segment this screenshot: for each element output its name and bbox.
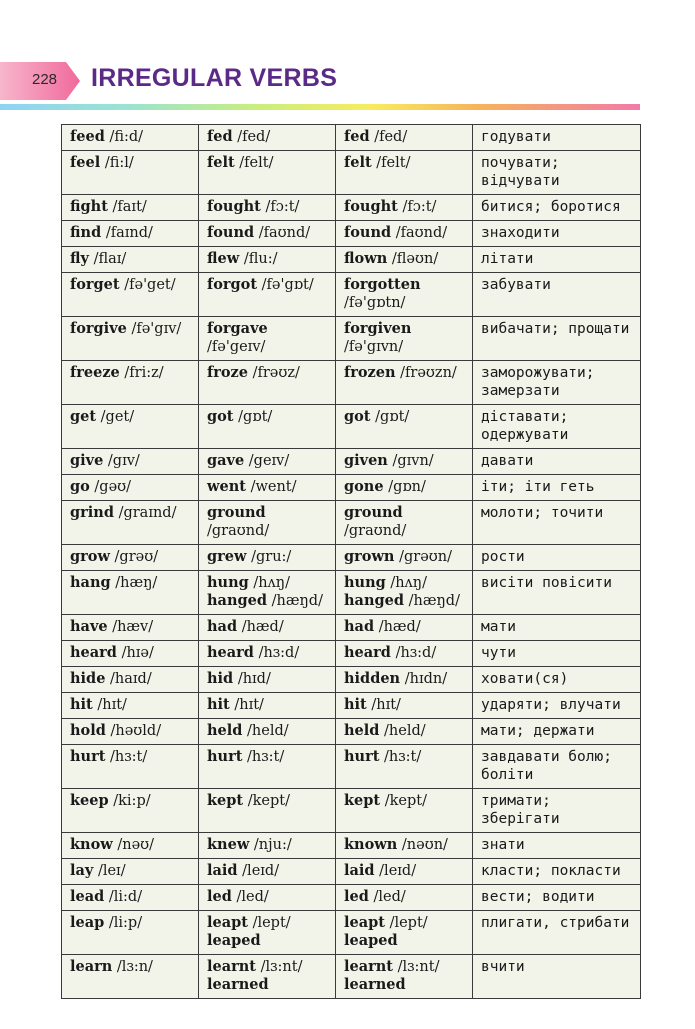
transcription: /gɒn/: [388, 479, 426, 495]
transcription: /fə'geɪv/: [207, 339, 266, 355]
table-row: [62, 615, 641, 641]
past-simple-cell: [199, 405, 336, 449]
verb-form: fly: [70, 250, 89, 267]
table-row: [62, 667, 641, 693]
transcription: /hæd/: [378, 619, 421, 635]
transcription: /fə'gɒtn/: [344, 295, 406, 311]
past-participle-cell: [336, 273, 473, 317]
verb-form: forgot: [207, 276, 258, 293]
infinitive-cell: [62, 955, 199, 999]
past-simple-cell: [199, 151, 336, 195]
verb-form: forgive: [70, 320, 127, 337]
transcription: /graʊnd/: [344, 523, 407, 539]
transcription: /gəʊ/: [94, 479, 132, 495]
table-row: [62, 501, 641, 545]
verb-form-alt: learned: [344, 976, 406, 993]
table-row: [62, 833, 641, 859]
past-participle-cell: [336, 641, 473, 667]
verb-form: forgiven: [344, 320, 412, 337]
transcription: /lept/: [389, 915, 428, 931]
infinitive-cell: [62, 221, 199, 247]
verb-form: grow: [70, 548, 110, 565]
past-participle-cell: [336, 221, 473, 247]
past-simple-cell: [199, 501, 336, 545]
transcription: /fə'get/: [124, 277, 176, 293]
infinitive-cell: [62, 273, 199, 317]
transcription: /gɒt/: [375, 409, 410, 425]
infinitive-cell: [62, 545, 199, 571]
past-simple-cell: [199, 911, 336, 955]
transcription: /hɪdn/: [404, 671, 448, 687]
verb-form: lead: [70, 888, 105, 905]
translation-cell: іти; іти геть: [473, 475, 641, 501]
translation-cell: почувати; відчувати: [473, 151, 641, 195]
transcription: /li:d/: [108, 889, 143, 905]
infinitive-cell: [62, 693, 199, 719]
translation-cell: давати: [473, 449, 641, 475]
verb-form: hid: [207, 670, 234, 687]
table-row: [62, 859, 641, 885]
transcription: /həʊld/: [110, 723, 162, 739]
verb-form: leap: [70, 914, 105, 931]
transcription: /haɪd/: [110, 671, 152, 687]
past-simple-cell: [199, 745, 336, 789]
transcription: /nəʊ/: [117, 837, 155, 853]
verb-form: given: [344, 452, 388, 469]
verb-form: ground: [344, 504, 403, 521]
verb-form: leapt: [207, 914, 248, 931]
translation-cell: тримати; зберігати: [473, 789, 641, 833]
infinitive-cell: [62, 911, 199, 955]
transcription: /hæd/: [241, 619, 284, 635]
translation-cell: вибачати; прощати: [473, 317, 641, 361]
infinitive-cell: [62, 615, 199, 641]
verb-form: feel: [70, 154, 101, 171]
verb-form: grew: [207, 548, 247, 565]
past-participle-cell: [336, 361, 473, 405]
verb-form: hurt: [344, 748, 380, 765]
past-participle-cell: [336, 247, 473, 273]
transcription: /felt/: [376, 155, 411, 171]
transcription: /felt/: [239, 155, 274, 171]
infinitive-cell: [62, 859, 199, 885]
verb-form: ground: [207, 504, 266, 521]
verb-form: lay: [70, 862, 94, 879]
verb-form: felt: [344, 154, 372, 171]
past-participle-cell: [336, 719, 473, 745]
verb-form: hurt: [70, 748, 106, 765]
infinitive-cell: [62, 501, 199, 545]
irregular-verbs-table: [61, 124, 641, 999]
past-simple-cell: [199, 317, 336, 361]
past-participle-cell: [336, 859, 473, 885]
transcription-alt: /hæŋd/: [408, 593, 460, 609]
verb-form: hide: [70, 670, 106, 687]
verb-form-alt: hanged: [207, 592, 267, 609]
translation-cell: знати: [473, 833, 641, 859]
verb-form-alt: learned: [207, 976, 269, 993]
past-participle-cell: [336, 545, 473, 571]
transcription: /hæv/: [112, 619, 154, 635]
verb-form: go: [70, 478, 90, 495]
table-row: [62, 641, 641, 667]
transcription: /flu:/: [243, 251, 278, 267]
verb-form: freeze: [70, 364, 120, 381]
verb-form: hung: [344, 574, 386, 591]
verb-form: learnt: [344, 958, 394, 975]
translation-cell: класти; покласти: [473, 859, 641, 885]
transcription: /frəʊzn/: [400, 365, 457, 381]
verb-form: gone: [344, 478, 384, 495]
past-participle-cell: [336, 501, 473, 545]
translation-cell: знаходити: [473, 221, 641, 247]
transcription: /hʌŋ/: [253, 575, 291, 591]
translation-cell: заморожувати; замерзати: [473, 361, 641, 405]
transcription: /faɪnd/: [105, 225, 153, 241]
transcription: /hɜ:t/: [384, 749, 422, 765]
verb-form: flew: [207, 250, 240, 267]
table-row: [62, 405, 641, 449]
transcription: /flaɪ/: [93, 251, 127, 267]
past-participle-cell: [336, 475, 473, 501]
infinitive-cell: [62, 833, 199, 859]
verb-form: hung: [207, 574, 249, 591]
verb-form: hidden: [344, 670, 401, 687]
translation-cell: ударяти; влучати: [473, 693, 641, 719]
verb-form: known: [344, 836, 398, 853]
translation-cell: забувати: [473, 273, 641, 317]
infinitive-cell: [62, 789, 199, 833]
verb-form: find: [70, 224, 102, 241]
transcription: /fi:l/: [104, 155, 134, 171]
transcription: /kept/: [247, 793, 290, 809]
transcription: /hæŋ/: [115, 575, 158, 591]
transcription: /geɪv/: [248, 453, 290, 469]
transcription: /nju:/: [253, 837, 292, 853]
verb-form: heard: [207, 644, 254, 661]
past-simple-cell: [199, 247, 336, 273]
transcription: /fə'gɪv/: [131, 321, 182, 337]
verb-form: forgotten: [344, 276, 421, 293]
past-simple-cell: [199, 449, 336, 475]
verb-form: froze: [207, 364, 249, 381]
transcription: /lept/: [252, 915, 291, 931]
infinitive-cell: [62, 475, 199, 501]
table-row: [62, 317, 641, 361]
page-number: 228: [32, 71, 58, 88]
verb-form: knew: [207, 836, 250, 853]
translation-cell: чути: [473, 641, 641, 667]
transcription: /hɪt/: [234, 697, 264, 713]
infinitive-cell: [62, 405, 199, 449]
table-row: [62, 911, 641, 955]
infinitive-cell: [62, 641, 199, 667]
translation-cell: битися; боротися: [473, 195, 641, 221]
verb-form: went: [207, 478, 246, 495]
verb-form-alt: leaped: [344, 932, 398, 949]
verb-form: forget: [70, 276, 120, 293]
table-row: [62, 221, 641, 247]
verb-form: learnt: [207, 958, 257, 975]
translation-cell: мати: [473, 615, 641, 641]
past-participle-cell: [336, 151, 473, 195]
table-row: [62, 151, 641, 195]
verb-form: grown: [344, 548, 395, 565]
past-participle-cell: [336, 449, 473, 475]
verb-form: heard: [70, 644, 117, 661]
past-simple-cell: [199, 955, 336, 999]
transcription-alt: /hæŋd/: [271, 593, 323, 609]
verb-form: give: [70, 452, 104, 469]
translation-cell: мати; держати: [473, 719, 641, 745]
past-participle-cell: [336, 317, 473, 361]
past-participle-cell: [336, 833, 473, 859]
verb-form: found: [344, 224, 392, 241]
past-participle-cell: [336, 667, 473, 693]
table-row: [62, 955, 641, 999]
verb-form: felt: [207, 154, 235, 171]
table-row: [62, 745, 641, 789]
past-participle-cell: [336, 911, 473, 955]
transcription: /leɪd/: [242, 863, 280, 879]
infinitive-cell: [62, 125, 199, 151]
translation-cell: рости: [473, 545, 641, 571]
translation-cell: вести; водити: [473, 885, 641, 911]
transcription: /hɪə/: [121, 645, 154, 661]
verb-form: led: [207, 888, 232, 905]
transcription: /leɪ/: [97, 863, 126, 879]
verb-form: have: [70, 618, 108, 635]
transcription: /gru:/: [251, 549, 292, 565]
past-simple-cell: [199, 361, 336, 405]
past-simple-cell: [199, 545, 336, 571]
past-simple-cell: [199, 221, 336, 247]
verb-form: fight: [70, 198, 108, 215]
page-header: [0, 62, 695, 112]
past-participle-cell: [336, 885, 473, 911]
page-title: IRREGULAR VERBS: [91, 64, 338, 92]
past-participle-cell: [336, 745, 473, 789]
transcription: /graʊnd/: [207, 523, 270, 539]
table-row: [62, 545, 641, 571]
table-row: [62, 789, 641, 833]
rainbow-divider: [0, 104, 640, 110]
transcription: /hɜ:t/: [110, 749, 148, 765]
verb-form: fought: [344, 198, 398, 215]
transcription: /faʊnd/: [395, 225, 448, 241]
transcription: /led/: [236, 889, 269, 905]
transcription: /hɜ:d/: [258, 645, 300, 661]
verb-form: hit: [207, 696, 230, 713]
table-row: [62, 475, 641, 501]
transcription: /get/: [100, 409, 135, 425]
past-participle-cell: [336, 405, 473, 449]
past-participle-cell: [336, 615, 473, 641]
verb-form: heard: [344, 644, 391, 661]
verb-form: frozen: [344, 364, 396, 381]
transcription: /faɪt/: [112, 199, 147, 215]
past-simple-cell: [199, 475, 336, 501]
translation-cell: годувати: [473, 125, 641, 151]
transcription: /lɜ:nt/: [260, 959, 303, 975]
verb-form: led: [344, 888, 369, 905]
infinitive-cell: [62, 247, 199, 273]
past-simple-cell: [199, 789, 336, 833]
transcription: /fi:d/: [109, 129, 144, 145]
past-participle-cell: [336, 125, 473, 151]
verb-form: learn: [70, 958, 113, 975]
transcription: /led/: [373, 889, 406, 905]
verb-form-alt: hanged: [344, 592, 404, 609]
table-row: [62, 571, 641, 615]
table-row: [62, 885, 641, 911]
verb-form: hurt: [207, 748, 243, 765]
table-row: [62, 273, 641, 317]
table-row: [62, 247, 641, 273]
transcription: /lɜ:nt/: [397, 959, 440, 975]
translation-cell: діставати; одержувати: [473, 405, 641, 449]
transcription: /hɜ:t/: [247, 749, 285, 765]
verb-form: get: [70, 408, 97, 425]
translation-cell: вчити: [473, 955, 641, 999]
infinitive-cell: [62, 571, 199, 615]
transcription: /frəʊz/: [252, 365, 300, 381]
verb-form: grind: [70, 504, 114, 521]
verb-form: hit: [344, 696, 367, 713]
verb-form: feed: [70, 128, 105, 145]
transcription: /leɪd/: [379, 863, 417, 879]
transcription: /gɪv/: [107, 453, 140, 469]
past-simple-cell: [199, 719, 336, 745]
verb-form: fed: [344, 128, 370, 145]
transcription: /grəʊn/: [399, 549, 452, 565]
verb-form: hold: [70, 722, 106, 739]
table-row: [62, 361, 641, 405]
past-simple-cell: [199, 195, 336, 221]
verb-form: had: [207, 618, 238, 635]
verb-form: held: [207, 722, 243, 739]
transcription: /held/: [247, 723, 289, 739]
verb-form: got: [344, 408, 371, 425]
past-participle-cell: [336, 571, 473, 615]
past-participle-cell: [336, 693, 473, 719]
verb-form: had: [344, 618, 375, 635]
verb-form: gave: [207, 452, 245, 469]
transcription: /fə'gɪvn/: [344, 339, 404, 355]
verb-form: know: [70, 836, 113, 853]
table-row: [62, 195, 641, 221]
translation-cell: літати: [473, 247, 641, 273]
transcription: /grəʊ/: [114, 549, 159, 565]
transcription: /gɪvn/: [392, 453, 434, 469]
past-simple-cell: [199, 859, 336, 885]
table-row: [62, 125, 641, 151]
transcription: /fri:z/: [124, 365, 164, 381]
translation-cell: висіти повісити: [473, 571, 641, 615]
translation-cell: молоти; точити: [473, 501, 641, 545]
past-participle-cell: [336, 955, 473, 999]
past-simple-cell: [199, 641, 336, 667]
table-row: [62, 719, 641, 745]
verb-form: got: [207, 408, 234, 425]
transcription: /faʊnd/: [258, 225, 311, 241]
transcription: /went/: [250, 479, 297, 495]
transcription: /hɜ:d/: [395, 645, 437, 661]
infinitive-cell: [62, 317, 199, 361]
past-simple-cell: [199, 125, 336, 151]
translation-cell: плигати, стрибати: [473, 911, 641, 955]
verb-form: flown: [344, 250, 388, 267]
verb-form: leapt: [344, 914, 385, 931]
verb-form: found: [207, 224, 255, 241]
transcription: /fed/: [374, 129, 408, 145]
transcription: /fə'gɒt/: [261, 277, 314, 293]
transcription: /fed/: [237, 129, 271, 145]
verb-form: laid: [344, 862, 375, 879]
transcription: /li:p/: [108, 915, 143, 931]
transcription: /fɔ:t/: [402, 199, 437, 215]
verb-form: fed: [207, 128, 233, 145]
transcription: /hʌŋ/: [390, 575, 428, 591]
past-simple-cell: [199, 833, 336, 859]
infinitive-cell: [62, 195, 199, 221]
infinitive-cell: [62, 667, 199, 693]
transcription: /gɒt/: [238, 409, 273, 425]
verb-form: forgave: [207, 320, 268, 337]
past-participle-cell: [336, 789, 473, 833]
transcription: /fɔ:t/: [265, 199, 300, 215]
past-simple-cell: [199, 693, 336, 719]
verb-form: hang: [70, 574, 111, 591]
translation-cell: ховати(ся): [473, 667, 641, 693]
infinitive-cell: [62, 361, 199, 405]
past-simple-cell: [199, 571, 336, 615]
verb-form: keep: [70, 792, 109, 809]
past-participle-cell: [336, 195, 473, 221]
verb-form: laid: [207, 862, 238, 879]
past-simple-cell: [199, 615, 336, 641]
past-simple-cell: [199, 885, 336, 911]
table-row: [62, 449, 641, 475]
transcription: /hɪt/: [371, 697, 401, 713]
table-row: [62, 693, 641, 719]
infinitive-cell: [62, 719, 199, 745]
past-simple-cell: [199, 273, 336, 317]
transcription: /lɜ:n/: [116, 959, 153, 975]
transcription: /hɪd/: [237, 671, 271, 687]
verb-form-alt: leaped: [207, 932, 261, 949]
transcription: /kept/: [384, 793, 427, 809]
infinitive-cell: [62, 151, 199, 195]
verb-form: kept: [344, 792, 381, 809]
verb-form: held: [344, 722, 380, 739]
transcription: /nəʊn/: [401, 837, 448, 853]
infinitive-cell: [62, 449, 199, 475]
past-simple-cell: [199, 667, 336, 693]
verb-form: kept: [207, 792, 244, 809]
verb-form: fought: [207, 198, 261, 215]
transcription: /fləʊn/: [391, 251, 439, 267]
transcription: /ki:p/: [113, 793, 151, 809]
infinitive-cell: [62, 745, 199, 789]
transcription: /held/: [384, 723, 426, 739]
infinitive-cell: [62, 885, 199, 911]
translation-cell: завдавати болю; боліти: [473, 745, 641, 789]
transcription: /graɪnd/: [118, 505, 177, 521]
transcription: /hɪt/: [97, 697, 127, 713]
verb-form: hit: [70, 696, 93, 713]
